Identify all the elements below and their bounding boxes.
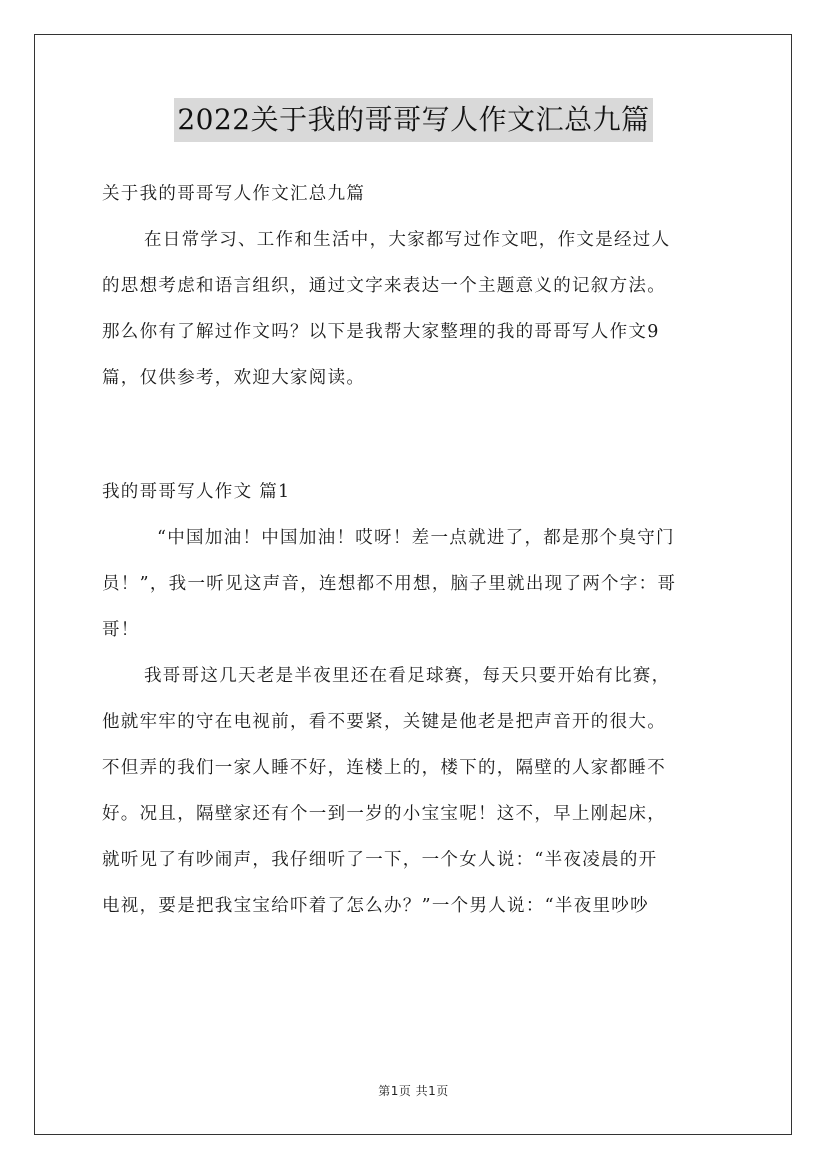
page-footer bbox=[0, 1082, 827, 1099]
paragraph-1-line-1: “中国加油！中国加油！哎呀！差一点就进了，都是那个臭守门 bbox=[157, 528, 675, 548]
paragraph-2-line-6: 电视，要是把我宝宝给吓着了怎么办？”一个男人说：“半夜里吵吵 bbox=[102, 896, 649, 916]
section-heading: 我的哥哥写人作文 篇1 bbox=[102, 482, 291, 502]
document-body bbox=[102, 171, 727, 929]
page-number-label: 第1页 共1页 bbox=[378, 1084, 449, 1098]
paragraph-1 bbox=[102, 515, 727, 653]
document-title: 2022关于我的哥哥写人作文汇总九篇 bbox=[174, 98, 652, 142]
intro-line-2: 的思想考虑和语言组织，通过文字来表达一个主题意义的记叙方法。 bbox=[102, 276, 666, 296]
document-subtitle: 关于我的哥哥写人作文汇总九篇 bbox=[102, 184, 366, 204]
paragraph-1-line-2: 员！”，我一听见这声音，连想都不用想，脑子里就出现了两个字：哥 bbox=[102, 574, 677, 594]
title-container bbox=[0, 98, 827, 142]
paragraph-2-line-3: 不但弄的我们一家人睡不好，连楼上的，楼下的，隔壁的人家都睡不 bbox=[102, 758, 666, 778]
section-spacer bbox=[102, 401, 727, 469]
paragraph-2-line-5: 就听见了有吵闹声，我仔细听了一下，一个女人说：“半夜凌晨的开 bbox=[102, 850, 658, 870]
intro-paragraph bbox=[102, 217, 727, 401]
paragraph-2-line-1: 我哥哥这几天老是半夜里还在看足球赛，每天只要开始有比赛， bbox=[144, 666, 671, 686]
intro-line-3: 那么你有了解过作文吗？以下是我帮大家整理的我的哥哥写人作文9 bbox=[102, 322, 660, 342]
intro-line-1: 在日常学习、工作和生活中，大家都写过作文吧，作文是经过人 bbox=[144, 230, 671, 250]
paragraph-1-line-3: 哥！ bbox=[102, 620, 140, 640]
paragraph-2-line-2: 他就牢牢的守在电视前，看不要紧，关键是他老是把声音开的很大。 bbox=[102, 712, 666, 732]
intro-line-4: 篇，仅供参考，欢迎大家阅读。 bbox=[102, 368, 366, 388]
paragraph-2 bbox=[102, 653, 727, 929]
paragraph-2-line-4: 好。况且，隔壁家还有个一到一岁的小宝宝呢！这不，早上刚起床， bbox=[102, 804, 666, 824]
